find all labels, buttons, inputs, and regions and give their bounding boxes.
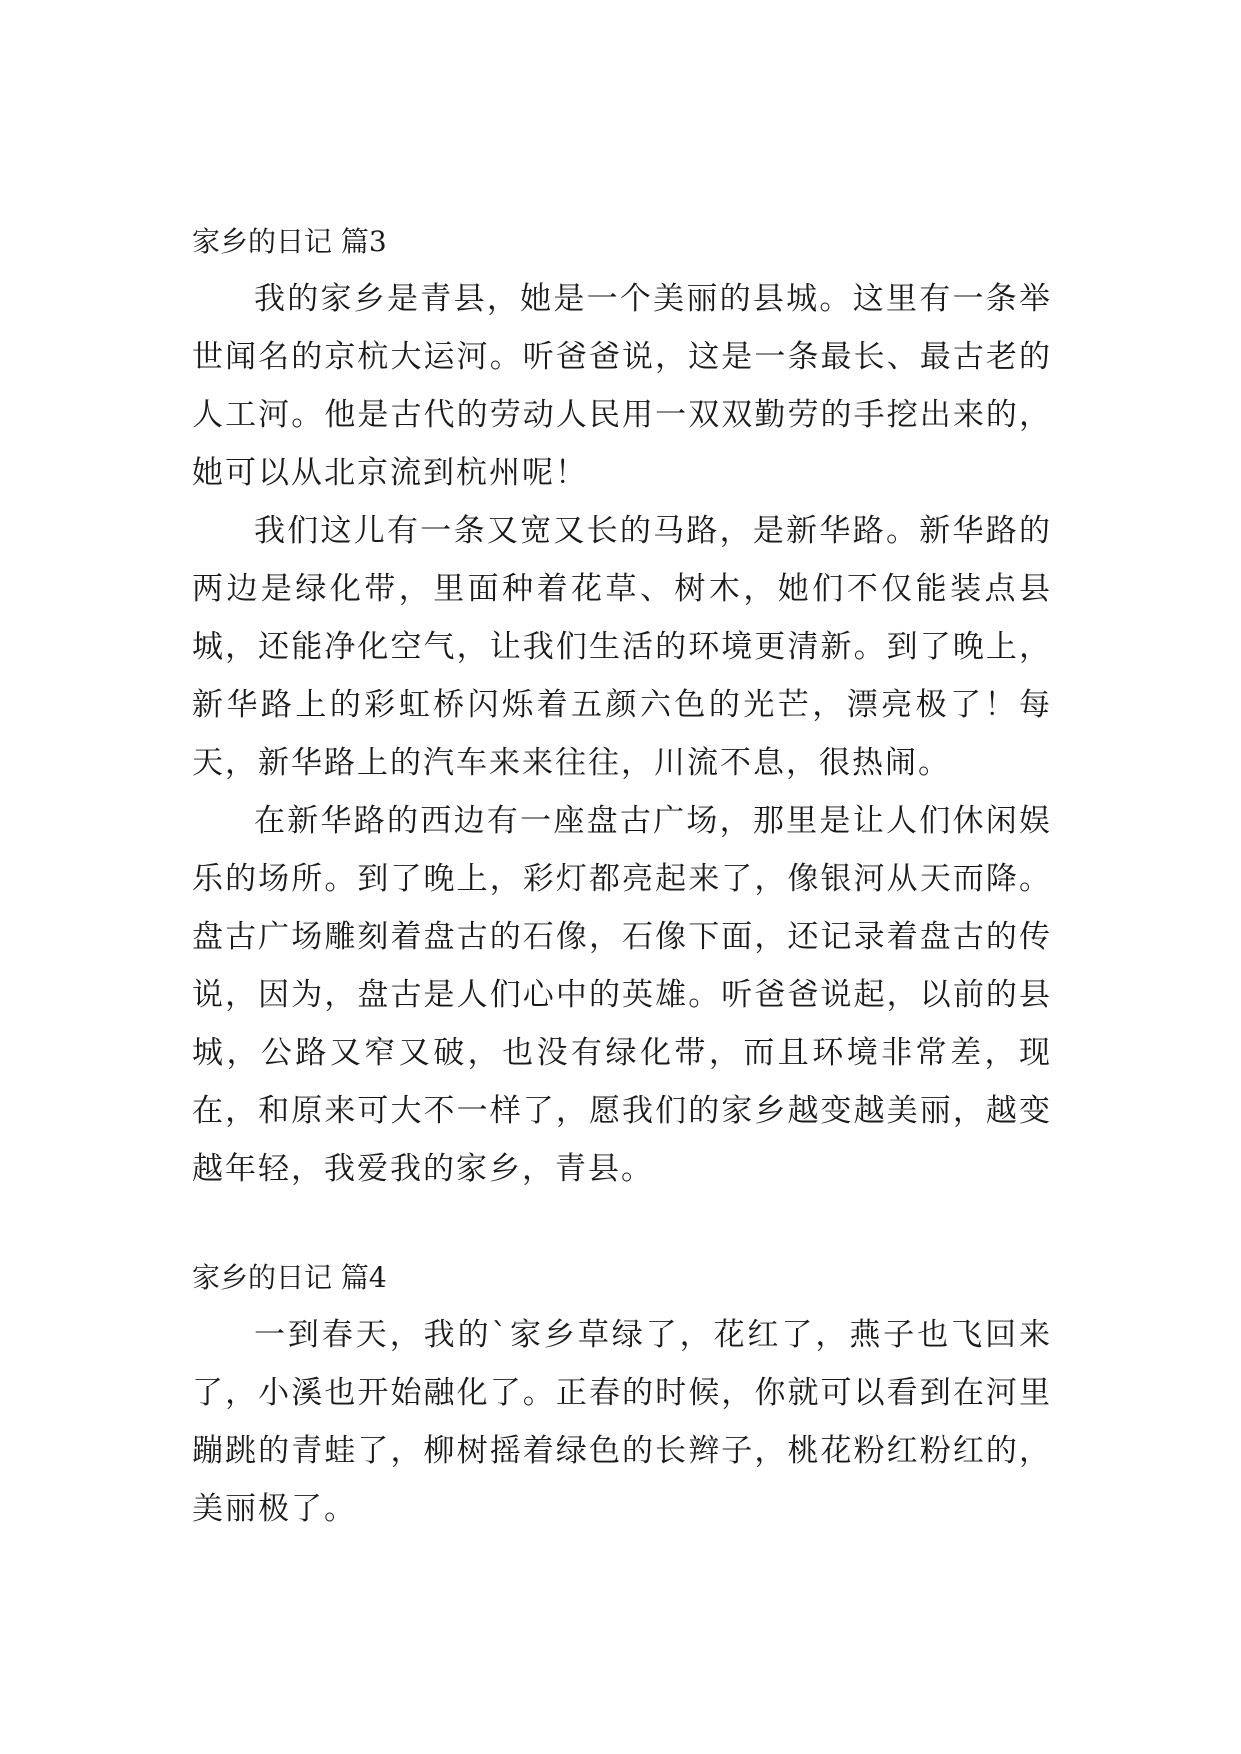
diary-section-4 [192, 1258, 1052, 1538]
section-spacer [192, 1198, 1052, 1258]
section-heading: 家乡的日记 篇4 [192, 1261, 387, 1294]
document-page [192, 222, 1052, 1538]
diary-section-3 [192, 222, 1052, 1198]
paragraph: 我们这儿有一条又宽又长的马路，是新华路。新华路的两边是绿化带，里面种着花草、树木，她们不仅能装点县城，还能净化空气，让我们生活的环境更清新。到了晚上，新华路上的彩虹桥闪烁着五颜六色的光芒，漂亮极了！每天，新华路上的汽车来来往往，川流不息，很热闹。 [192, 513, 1052, 781]
paragraph: 一到春天，我的`家乡草绿了，花红了，燕子也飞回来了，小溪也开始融化了。正春的时候，你就可以看到在河里蹦跳的青蛙了，柳树摇着绿色的长辫子，桃花粉红粉红的，美丽极了。 [192, 1317, 1052, 1527]
section-heading: 家乡的日记 篇3 [192, 225, 387, 258]
paragraph: 在新华路的西边有一座盘古广场，那里是让人们休闲娱乐的场所。到了晚上，彩灯都亮起来了，像银河从天而降。盘古广场雕刻着盘古的石像，石像下面，还记录着盘古的传说，因为，盘古是人们心中的英雄。听爸爸说起，以前的县城，公路又窄又破，也没有绿化带，而且环境非常差，现在，和原来可大不一样了，愿我们的家乡越变越美丽，越变越年轻，我爱我的家乡，青县。 [192, 803, 1052, 1187]
paragraph: 我的家乡是青县，她是一个美丽的县城。这里有一条举世闻名的京杭大运河。听爸爸说，这是一条最长、最古老的人工河。他是古代的劳动人民用一双双勤劳的手挖出来的，她可以从北京流到杭州呢！ [192, 281, 1052, 491]
